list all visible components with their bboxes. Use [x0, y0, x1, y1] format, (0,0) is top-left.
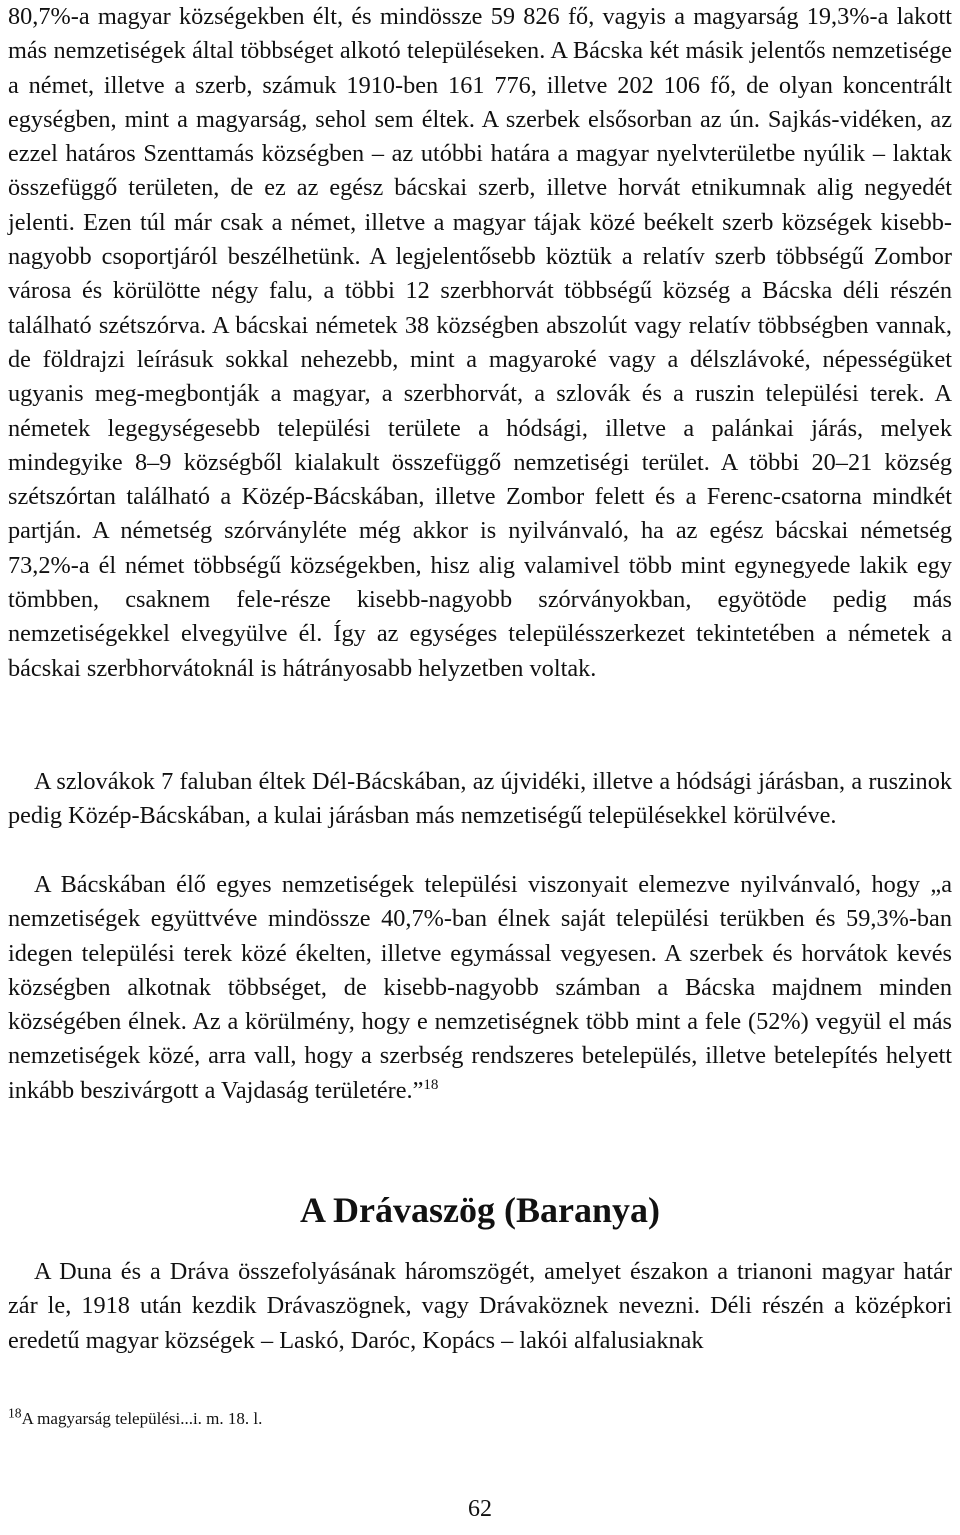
footnote-text: A magyarság települési...i. m. 18. l.: [21, 1409, 263, 1428]
paragraph-text: A Bácskában élő egyes nemzetiségek települési viszonyait elemezve nyilvánvaló, hogy „a nemzetiségek együttvéve mindössze 40,7%-ban élnek saját települési terükben és 59,3%-ban idegen települési terek közé ékelten, illetve egymással vegyesen. A szerbek és horvátok kevés községben alkotnak többséget, de kisebb-nagyobb számban a Bácska majdnem minden községében élnek. Az a körülmény, hogy e nemzetiségnek több mint a fele (52%) vegyül el más nemzetiségek közé, arra vall, hogy a szerbség rendszeres betelepülés, illetve betelepítés helyett inkább beszivárgott a Vajdaság területére.”: [8, 871, 952, 1104]
footnote-number: 18: [8, 1405, 22, 1421]
body-paragraph-continued: [8, 0, 952, 686]
footnote-reference: 18: [423, 1076, 439, 1093]
footnote: [8, 1405, 263, 1430]
section-paragraph: [8, 1255, 952, 1358]
paragraph-text: A Duna és a Dráva összefolyásának háromszögét, amelyet északon a trianoni magyar határ zár le, 1918 után kezdik Drávaszögnek, vagy Drávaköznek nevezni. Déli részén a középkori eredetű magyar községek – Laskó, Daróc, Kopács – lakói alfalusiaknak: [8, 1258, 952, 1354]
section-heading: A Drávaszög (Baranya): [300, 1190, 660, 1230]
page-number: 62: [468, 1496, 492, 1522]
body-paragraph-quotation: [8, 868, 952, 1108]
paragraph-text: 80,7%-a magyar községekben élt, és mindössze 59 826 fő, vagyis a magyarság 19,3%-a lakott más nemzetiségek által többséget alkotó településeken. A Bácska két másik jelentős nemzetisége a német, illetve a szerb, számuk 1910-ben 161 776, illetve 202 106 fő, de olyan koncentrált egységben, mint a magyarság, sehol sem éltek. A szerbek elsősorban az ún. Sajkás-vidéken, az ezzel határos Szenttamás községben – az utóbbi határa a magyar nyelvterületbe nyúlik – laktak összefüggő területen, de ez az egész bácskai szerb, illetve horvát etnikumnak alig negyedét jelenti. Ezen túl már csak a német, illetve a magyar tájak közé beékelt szerb községek kisebb-nagyobb csoportjáról beszélhetünk. A legjelentősebb köztük a relatív szerb többségű Zombor városa és körülötte négy falu, a többi 12 szerbhorvát többségű község a Bácska déli részén található szétszórva. A bácskai németek 38 községben abszolút vagy relatív többségben vannak, de földrajzi leírásuk sokkal nehezebb, mint a magyaroké vagy a délszlávoké, népességüket ugyanis meg-megbontják a magyar, a szerbhorvát, a szlovák és a ruszin települési terek. A németek legegységesebb települési területe a hódsági, illetve a palánkai járás, melyek mindegyike 8–9 községből kialakult összefüggő nemzetiségi terület. A többi 20–21 község szétszórtan található a Közép-Bácskában, illetve Zombor felett és a Ferenc-csatorna mindkét partján. A németség szórványléte még akkor is nyilvánvaló, ha az egész bácskai németség 73,2%-a él német többségű községekben, hisz alig valamivel több mint egynegyede lakik egy tömbben, csaknem fele-része kisebb-nagyobb szórványokban, egyötöde pedig más nemzetiségekkel elvegyülve él. Így az egységes településszerkezet tekintetében a németek a bácskai szerbhorvátoknál is hátrányosabb helyzetben voltak.: [8, 3, 952, 682]
paragraph-text: A szlovákok 7 faluban éltek Dél-Bácskában, az újvidéki, illetve a hódsági járásban, a ruszinok pedig Közép-Bácskában, a kulai járásban más nemzetiségű településekkel körülvéve.: [8, 768, 952, 830]
body-paragraph-slovaks: [8, 765, 952, 834]
